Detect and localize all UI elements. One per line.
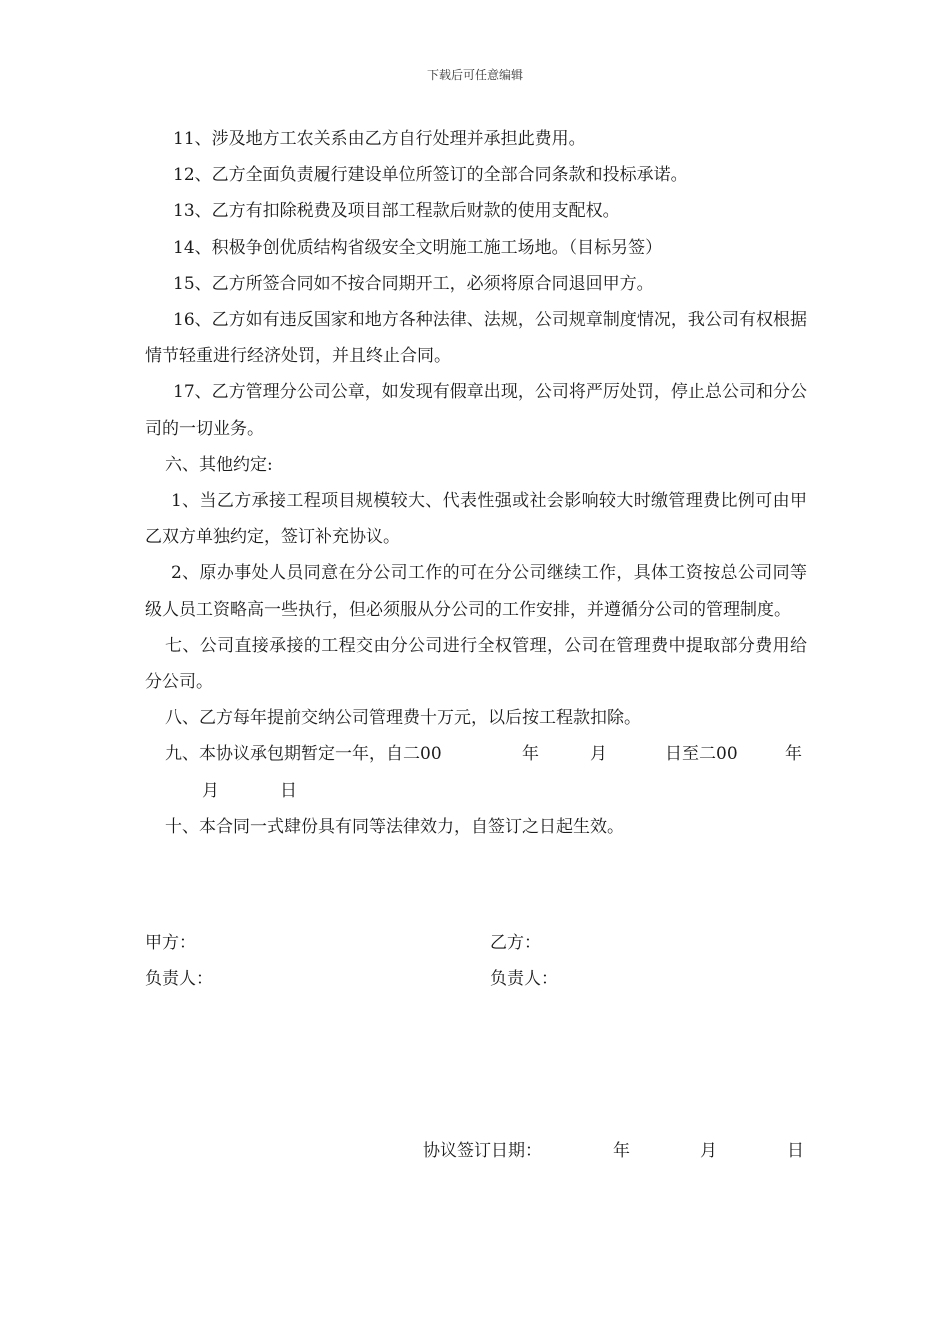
section-6-title: 六、其他约定: (165, 454, 273, 475)
section-7: 七、公司直接承接的工程交由分公司进行全权管理，公司在管理费中提取部分费用给分公司。 (145, 635, 807, 693)
clause-17: 17、乙方管理分公司公章，如发现有假章出现，公司将严厉处罚，停止总公司和分公司的一切业务。 (145, 382, 807, 439)
sign-date-label: 协议签订日期： (423, 1141, 542, 1161)
signature-row-representative (145, 961, 807, 997)
clause-14: 14、积极争创优质结构省级安全文明施工施工场地。（目标另签） (173, 237, 663, 258)
section-9-month-2: 月 (202, 780, 219, 801)
section-9-lead: 九、本协议承包期暂定一年，自二00 (165, 744, 442, 765)
section-8: 八、乙方每年提前交纳公司管理费十万元，以后按工程款扣除。 (165, 708, 641, 729)
page-header-note: 下载后可任意编辑 (426, 68, 523, 82)
clause-16: 16、乙方如有违反国家和地方各种法律、法规，公司规章制度情况，我公司有权根据情节轻重进行经济处罚，并且终止合同。 (145, 310, 807, 367)
sign-date-row (0, 1133, 950, 1169)
section-9-year-1: 年 (522, 744, 539, 765)
party-b-label: 乙方： (490, 933, 541, 954)
section-9-month-1: 月 (590, 744, 607, 765)
section-9-day-to: 日至二00 (665, 744, 738, 765)
section-9-day-2: 日 (280, 780, 297, 801)
rep-a-label: 负责人： (145, 969, 213, 990)
section-9-year-2: 年 (785, 744, 802, 765)
party-a-label: 甲方： (145, 933, 196, 954)
section-6-item-2: 2、原办事处人员同意在分公司工作的可在分公司继续工作，具体工资按总公司同等级人员工资略高一些执行，但必须服从分公司的工作安排，并遵循分公司的管理制度。 (145, 563, 807, 620)
spacer (145, 845, 807, 925)
sign-date-year: 年 (613, 1141, 630, 1161)
section-9-line-1 (145, 736, 807, 772)
clause-11: 11、涉及地方工农关系由乙方自行处理并承担此费用。 (173, 129, 586, 149)
rep-b-label: 负责人： (490, 969, 558, 990)
sign-date-month: 月 (700, 1141, 717, 1161)
contract-body (145, 121, 807, 997)
sign-date-day: 日 (787, 1141, 804, 1161)
clause-13: 13、乙方有扣除税费及项目部工程款后财款的使用支配权。 (173, 201, 620, 222)
signature-row-party (145, 925, 807, 961)
section-9-line-2 (145, 773, 807, 809)
section-6-item-1: 1、当乙方承接工程项目规模较大、代表性强或社会影响较大时缴管理费比例可由甲乙双方单独约定，签订补充协议。 (145, 491, 807, 548)
section-10: 十、本合同一式肆份具有同等法律效力，自签订之日起生效。 (165, 816, 624, 837)
clause-15: 15、乙方所签合同如不按合同期开工，必须将原合同退回甲方。 (173, 273, 654, 294)
clause-12: 12、乙方全面负责履行建设单位所签订的全部合同条款和投标承诺。 (173, 165, 688, 186)
